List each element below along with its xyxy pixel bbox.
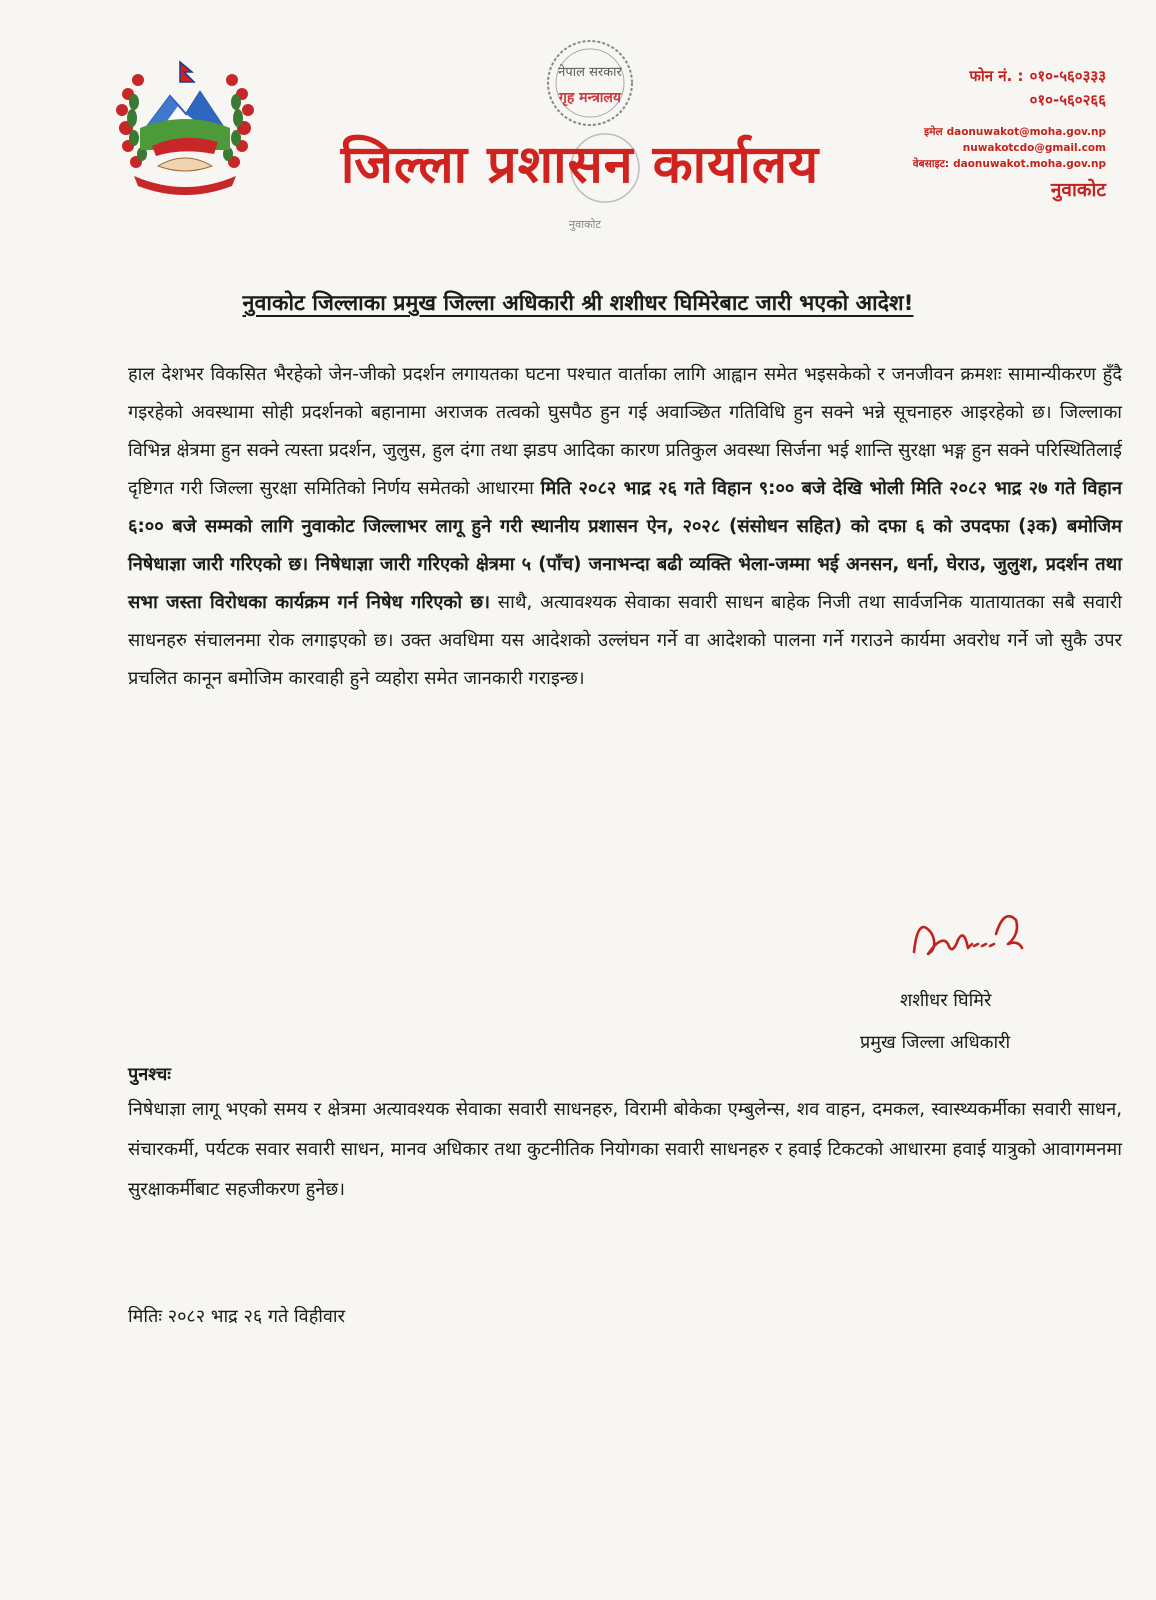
email-line-1 <box>866 124 1106 140</box>
phone-line-2 <box>866 88 1106 112</box>
body-intro: हाल देशभर विकसित भैरहेको जेन-जीको प्रदर्शन लगायतका घटना पश्चात वार्ताका लागि आह्वान समेत भइसकेको र जनजीवन क्रमशः सामान्यीकरण हुँदै गइरहेको अवस्थामा सोही प्रदर्शनको बहानामा अराजक तत्वको घुसपैठ हुन गई अवाञ्छित गतिविधि हुन सक्ने भन्ने सूचनाहरु आइरहेको छ। जिल्लाका विभिन्न क्षेत्रमा हुन सक्ने त्यस्ता प्रदर्शन, जुलुस, हुल दंगा तथा झडप आदिका कारण प्रतिकुल अवस्था सिर्जना भई शान्ति सुरक्षा भङ्ग हुन सक्ने परिस्थितिलाई दृष्टिगत गरी जिल्ला सुरक्षा समितिको निर्णय समेतको आधारमा <box>128 364 1122 499</box>
email-address-2[interactable]: nuwakotcdo@gmail.com <box>962 142 1106 154</box>
website-link[interactable]: daonuwakot.moha.gov.np <box>953 158 1106 170</box>
postscript-heading: पुनश्चः <box>128 1064 171 1085</box>
email-address-1[interactable]: daonuwakot@moha.gov.np <box>946 126 1106 138</box>
district-name: नुवाकोट <box>1050 179 1106 201</box>
body-prohibition-order: मिति २०८२ भाद्र २६ गते विहान ९:०० बजे देखि भोली मिति २०८२ भाद्र २७ गते विहान ६:०० बजे सम्मको लागि नुवाकोट जिल्लाभर लागू हुने गरी स्थानीय प्रशासन ऐन, २०२८ (संसोधन सहित) को दफा ६ को उपदफा (३क) बमोजिम निषेधाज्ञा जारी गरिएको छ। निषेधाज्ञा जारी गरिएको क्षेत्रमा ५ (पाँच) जनाभन्दा बढी व्यक्ति भेला-जम्मा भई अनसन, धर्ना, घेराउ, जुलुश, प्रदर्शन तथा सभा जस्ता विरोधका कार्यक्रम गर्न निषेध गरिएको छ। <box>128 478 1122 613</box>
notice-subject: नुवाकोट जिल्लाका प्रमुख जिल्ला अधिकारी श्री शशीधर घिमिरेबाट जारी भएको आदेश! <box>242 291 914 316</box>
phone-label: फोन नं. : <box>969 67 1024 85</box>
email-line-2 <box>866 140 1106 156</box>
seal-text-bottom: नुवाकोट <box>569 218 601 231</box>
signer-title: प्रमुख जिल्ला अधिकारी <box>860 1032 1011 1053</box>
seal-text-top: नेपाल सरकार <box>558 65 622 80</box>
notice-date: मितिः २०८२ भाद्र २६ गते विहीवार <box>128 1306 345 1327</box>
phone-number-1: ०१०-५६०३३३ <box>1029 67 1106 85</box>
phone-line-1 <box>866 64 1106 88</box>
body-closing: साथै, अत्यावश्यक सेवाका सवारी साधन बाहेक निजी तथा सार्वजनिक यातायातका सबै सवारी साधनहरु संचालनमा रोक लगाइएको छ। उक्त अवधिमा यस आदेशको उल्लंघन गर्ने वा आदेशको पालना गर्ने गराउने कार्यमा अवरोध गर्ने जो सुकै उपर प्रचलित कानून बमोजिम कारवाही हुने व्यहोरा समेत जानकारी गराइन्छ। <box>128 592 1123 689</box>
phone-number-2: ०१०-५६०२६६ <box>1029 91 1106 109</box>
website-label: वेबसाइट: <box>912 158 950 170</box>
seal-text-mid: गृह मन्त्रालय <box>558 90 622 106</box>
website-line <box>866 156 1106 172</box>
handwritten-signature <box>908 904 1026 966</box>
notice-body <box>128 356 1122 698</box>
email-label: इमेल <box>924 126 943 138</box>
signer-name: शशीधर घिमिरे <box>900 990 992 1011</box>
nepal-government-emblem-icon <box>112 58 258 196</box>
office-name: जिल्ला प्रशासन कार्यालय <box>340 135 820 195</box>
postscript-text: निषेधाज्ञा लागू भएको समय र क्षेत्रमा अत्यावश्यक सेवाका सवारी साधनहरु, विरामी बोकेका एम्बुलेन्स, शव वाहन, दमकल, स्वास्थ्यकर्मीका सवारी साधन, संचारकर्मी, पर्यटक सवार सवारी साधन, मानव अधिकार तथा कुटनीतिक नियोगका सवारी साधनहरु र हवाई टिकटको आधारमा हवाई यात्रुको आवागमनमा सुरक्षाकर्मीबाट सहजीकरण हुनेछ। <box>128 1099 1122 1200</box>
contact-block <box>866 64 1106 202</box>
